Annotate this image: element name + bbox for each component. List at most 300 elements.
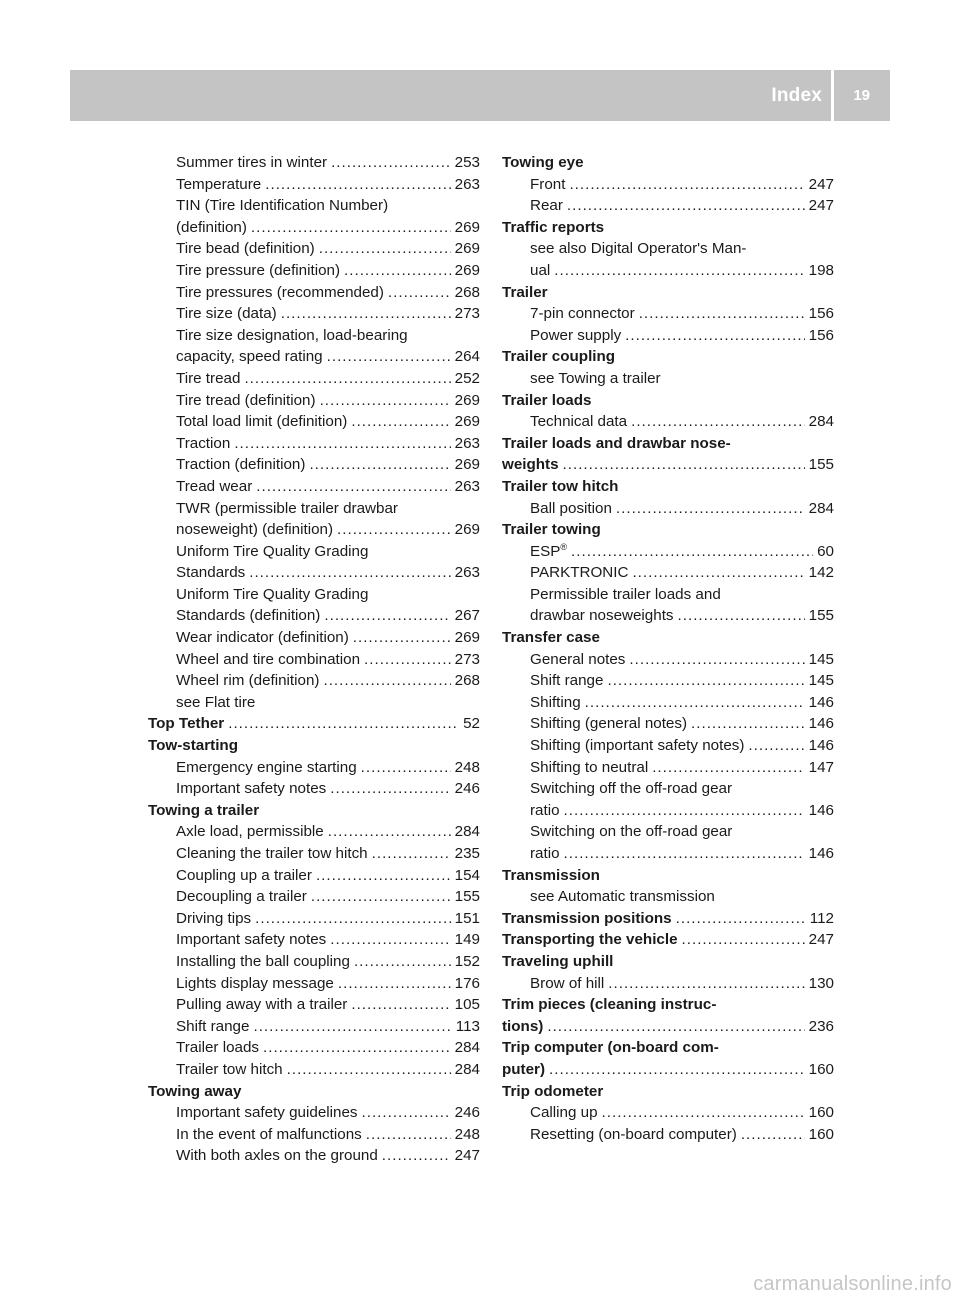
section-title: Index xyxy=(771,85,822,106)
entry-text: Front xyxy=(530,175,566,193)
entry-text: Cleaning the trailer tow hitch xyxy=(176,845,368,862)
entry-text: see Automatic transmission xyxy=(530,888,715,906)
index-subentry xyxy=(502,195,834,217)
entry-text: tions) xyxy=(502,1017,544,1035)
entry-text: TIN (Tire Identification Number) xyxy=(176,197,389,215)
index-heading xyxy=(502,929,834,951)
leader-dots xyxy=(388,282,451,304)
index-subentry xyxy=(148,346,480,368)
page-ref: 246 xyxy=(454,1104,480,1122)
entry-text: In the event of malfunctions xyxy=(176,1125,362,1143)
entry-text: ual xyxy=(530,261,551,279)
entry-text: 7-pin connector xyxy=(530,305,635,323)
index-heading xyxy=(502,865,834,887)
leader-dots xyxy=(691,713,805,735)
watermark: carmanualsonline.info xyxy=(753,1273,952,1295)
leader-dots xyxy=(234,433,450,455)
entry-text: Traffic reports xyxy=(502,218,605,236)
leader-dots xyxy=(602,1102,805,1124)
page-ref: 269 xyxy=(454,413,480,431)
index-subentry xyxy=(502,238,834,260)
index-heading xyxy=(502,1081,834,1103)
entry-text: Trailer towing xyxy=(502,521,601,539)
page-ref: 112 xyxy=(809,909,834,927)
index-subentry xyxy=(148,1145,480,1167)
page-ref: 269 xyxy=(454,391,480,409)
entry-text: ESP® xyxy=(530,541,568,560)
leader-dots xyxy=(337,519,451,541)
entry-text: Traction (definition) xyxy=(176,456,306,474)
page-ref: 146 xyxy=(808,693,834,711)
entry-text: Uniform Tire Quality Grading xyxy=(176,542,369,560)
index-subentry xyxy=(148,390,480,412)
index-column-right xyxy=(502,152,834,1145)
page-ref: 253 xyxy=(454,154,480,171)
entry-text: Trip computer (on-board com- xyxy=(502,1039,719,1057)
index-heading xyxy=(148,800,480,822)
index-subentry xyxy=(502,605,834,627)
index-subentry xyxy=(148,973,480,995)
page-ref: 247 xyxy=(454,1147,480,1165)
leader-dots xyxy=(382,1145,451,1167)
entry-text: Towing away xyxy=(148,1082,242,1100)
leader-dots xyxy=(354,951,451,973)
leader-dots xyxy=(330,778,450,800)
page-ref: 156 xyxy=(808,305,834,323)
index-subentry xyxy=(502,303,834,325)
index-subentry xyxy=(148,584,480,606)
entry-text: Standards (definition) xyxy=(176,607,321,625)
entry-text: Rear xyxy=(530,197,563,215)
index-heading xyxy=(502,346,834,368)
index-heading xyxy=(502,1059,834,1081)
entry-text: Trip odometer xyxy=(502,1082,604,1100)
index-subentry xyxy=(148,238,480,260)
entry-text: Permissible trailer loads and xyxy=(530,585,721,603)
index-subentry xyxy=(502,325,834,347)
entry-text: PARKTRONIC xyxy=(530,564,629,582)
leader-dots xyxy=(311,886,451,908)
leader-dots xyxy=(682,929,805,951)
index-subentry xyxy=(502,584,834,606)
entry-text: Tire tread (definition) xyxy=(176,391,316,409)
leader-dots xyxy=(228,713,459,735)
leader-dots xyxy=(281,303,451,325)
index-subentry xyxy=(148,1124,480,1146)
index-subentry xyxy=(502,821,834,843)
page-ref: 269 xyxy=(454,240,480,258)
index-subentry xyxy=(148,649,480,671)
page-ref: 145 xyxy=(808,650,834,668)
leader-dots xyxy=(338,973,451,995)
index-subentry xyxy=(148,562,480,584)
entry-text: Wheel and tire combination xyxy=(176,650,361,668)
page-ref: 264 xyxy=(454,348,480,366)
header-divider xyxy=(831,70,834,121)
index-subentry xyxy=(502,692,834,714)
page-ref: 155 xyxy=(808,456,834,474)
index-subentry xyxy=(502,800,834,822)
leader-dots xyxy=(351,411,450,433)
leader-dots xyxy=(364,649,451,671)
page-ref: 284 xyxy=(454,823,480,841)
index-subentry xyxy=(148,174,480,196)
leader-dots xyxy=(676,908,806,930)
entry-text: Tire bead (definition) xyxy=(176,240,315,258)
leader-dots xyxy=(263,1037,451,1059)
index-subentry xyxy=(148,994,480,1016)
entry-text: Tire tread xyxy=(176,369,241,387)
index-heading xyxy=(502,282,834,304)
leader-dots xyxy=(616,498,805,520)
index-heading xyxy=(502,1016,834,1038)
entry-text: ratio xyxy=(530,845,560,862)
index-subentry xyxy=(502,778,834,800)
leader-dots xyxy=(316,865,451,887)
index-subentry xyxy=(502,1124,834,1146)
page-ref: 146 xyxy=(808,715,834,733)
index-subentry xyxy=(148,325,480,347)
page-ref: 235 xyxy=(454,845,480,862)
index-subentry xyxy=(148,670,480,692)
entry-text: Towing eye xyxy=(502,154,584,171)
leader-dots xyxy=(324,605,450,627)
page-ref: 160 xyxy=(808,1060,834,1078)
index-subentry xyxy=(502,843,834,865)
entry-text: Trailer xyxy=(502,283,548,301)
index-heading xyxy=(148,1081,480,1103)
leader-dots xyxy=(569,174,804,196)
entry-text: Decoupling a trailer xyxy=(176,888,307,906)
index-subentry xyxy=(148,303,480,325)
index-subentry xyxy=(148,908,480,930)
entry-text: Shifting (important safety notes) xyxy=(530,737,745,755)
entry-text: Towing a trailer xyxy=(148,801,260,819)
entry-text: Switching off the off-road gear xyxy=(530,780,733,798)
entry-text: Tow-starting xyxy=(148,737,238,755)
leader-dots xyxy=(607,670,804,692)
page-ref: 269 xyxy=(454,629,480,647)
page-ref: 252 xyxy=(454,369,480,387)
leader-dots xyxy=(366,1124,451,1146)
index-subentry xyxy=(148,1102,480,1124)
entry-text: Wear indicator (definition) xyxy=(176,629,349,647)
index-subentry xyxy=(502,498,834,520)
index-subentry xyxy=(148,411,480,433)
leader-dots xyxy=(678,605,805,627)
index-subentry xyxy=(148,821,480,843)
page-ref: 154 xyxy=(454,866,480,884)
page-ref: 269 xyxy=(454,456,480,474)
entry-text: Trailer loads xyxy=(176,1039,259,1057)
entry-text: ratio xyxy=(530,801,560,819)
entry-text: Shift range xyxy=(530,672,604,690)
leader-dots xyxy=(372,843,451,865)
entry-text: Traction xyxy=(176,434,231,452)
index-subentry xyxy=(148,519,480,541)
entry-text: Total load limit (definition) xyxy=(176,413,348,431)
entry-text: see Towing a trailer xyxy=(530,369,661,387)
page-ref: 146 xyxy=(808,801,834,819)
page-ref: 149 xyxy=(454,931,480,949)
index-subentry xyxy=(502,368,834,390)
index-subentry xyxy=(148,217,480,239)
leader-dots xyxy=(632,562,804,584)
entry-text: Transfer case xyxy=(502,629,600,647)
entry-text: Transporting the vehicle xyxy=(502,931,678,949)
index-column-left xyxy=(148,152,480,1167)
index-subentry xyxy=(502,757,834,779)
leader-dots xyxy=(251,217,451,239)
index-heading xyxy=(502,454,834,476)
leader-dots xyxy=(319,238,451,260)
page-ref: 269 xyxy=(454,218,480,236)
index-subentry xyxy=(148,951,480,973)
index-subentry xyxy=(502,670,834,692)
leader-dots xyxy=(249,562,450,584)
entry-text: Important safety guidelines xyxy=(176,1104,358,1122)
page-ref: 263 xyxy=(454,434,480,452)
leader-dots xyxy=(353,627,451,649)
index-subentry xyxy=(148,476,480,498)
entry-text: Temperature xyxy=(176,175,262,193)
leader-dots xyxy=(344,260,451,282)
page-ref: 284 xyxy=(808,499,834,517)
entry-text: (definition) xyxy=(176,218,247,236)
page-ref: 113 xyxy=(455,1017,480,1035)
index-heading xyxy=(502,994,834,1016)
index-subentry xyxy=(148,886,480,908)
leader-dots xyxy=(328,821,451,843)
index-subentry xyxy=(502,649,834,671)
page-ref: 198 xyxy=(808,261,834,279)
entry-text: Tire pressure (definition) xyxy=(176,261,341,279)
page-ref: 152 xyxy=(454,952,480,970)
entry-text: puter) xyxy=(502,1060,546,1078)
index-subentry xyxy=(502,562,834,584)
entry-text: Shift range xyxy=(176,1017,250,1035)
entry-text: weights xyxy=(502,456,559,474)
entry-text: Technical data xyxy=(530,413,628,431)
entry-text: Wheel rim (definition) xyxy=(176,672,320,690)
leader-dots xyxy=(547,1016,804,1038)
leader-dots xyxy=(625,325,804,347)
registered-mark: ® xyxy=(560,541,568,552)
index-heading xyxy=(502,217,834,239)
index-heading xyxy=(502,476,834,498)
leader-dots xyxy=(629,649,804,671)
entry-text: Transmission positions xyxy=(502,909,672,927)
entry-text: Resetting (on-board computer) xyxy=(530,1125,737,1143)
page-ref: 155 xyxy=(454,888,480,906)
page-ref: 267 xyxy=(454,607,480,625)
page-ref: 156 xyxy=(808,326,834,344)
leader-dots xyxy=(631,411,805,433)
page-ref: 160 xyxy=(808,1104,834,1122)
leader-dots xyxy=(327,346,451,368)
entry-text: Trailer tow hitch xyxy=(176,1060,283,1078)
entry-text: noseweight) (definition) xyxy=(176,521,334,539)
index-heading xyxy=(502,908,834,930)
index-subentry xyxy=(148,1037,480,1059)
page-ref: 52 xyxy=(463,715,480,733)
page-header xyxy=(70,70,890,121)
page-ref: 263 xyxy=(454,564,480,582)
index-subentry xyxy=(148,152,480,174)
entry-text: Transmission xyxy=(502,866,600,884)
page-ref: 146 xyxy=(808,845,834,862)
entry-text: Coupling up a trailer xyxy=(176,866,312,884)
index-heading xyxy=(502,519,834,541)
leader-dots xyxy=(549,1059,805,1081)
entry-text: Driving tips xyxy=(176,909,252,927)
page-ref: 273 xyxy=(454,650,480,668)
index-subentry xyxy=(148,433,480,455)
page-ref: 263 xyxy=(454,477,480,495)
leader-dots xyxy=(256,476,450,498)
entry-text: General notes xyxy=(530,650,626,668)
page-ref: 151 xyxy=(454,909,480,927)
entry-text: Pulling away with a trailer xyxy=(176,996,348,1014)
leader-dots xyxy=(320,390,451,412)
leader-dots xyxy=(362,1102,451,1124)
leader-dots xyxy=(563,454,805,476)
entry-text: With both axles on the ground xyxy=(176,1147,378,1165)
page-ref: 142 xyxy=(808,564,834,582)
page-ref: 269 xyxy=(454,521,480,539)
index-subentry xyxy=(502,713,834,735)
entry-text: Standards xyxy=(176,564,246,582)
entry-text: Shifting to neutral xyxy=(530,758,649,776)
entry-text: Tire size (data) xyxy=(176,305,277,323)
entry-text: Shifting (general notes) xyxy=(530,715,688,733)
leader-dots xyxy=(331,152,451,174)
entry-text: Tire pressures (recommended) xyxy=(176,283,384,301)
entry-text: Trailer loads and drawbar nose- xyxy=(502,434,731,452)
index-heading xyxy=(502,390,834,412)
index-subentry xyxy=(502,886,834,908)
index-subentry xyxy=(148,627,480,649)
leader-dots xyxy=(361,757,451,779)
index-subentry xyxy=(148,195,480,217)
entry-text: Calling up xyxy=(530,1104,598,1122)
page-ref: 176 xyxy=(454,974,480,992)
entry-text: Trailer loads xyxy=(502,391,592,409)
index-subentry xyxy=(148,368,480,390)
leader-dots xyxy=(323,670,450,692)
leader-dots xyxy=(287,1059,451,1081)
leader-dots xyxy=(571,541,813,563)
entry-text: see also Digital Operator's Man- xyxy=(530,240,747,258)
page-ref: 145 xyxy=(808,672,834,690)
leader-dots xyxy=(567,195,805,217)
page-number: 19 xyxy=(853,87,870,104)
entry-text: Switching on the off-road gear xyxy=(530,823,733,841)
entry-text: Uniform Tire Quality Grading xyxy=(176,585,369,603)
page-ref: 146 xyxy=(808,737,834,755)
index-subentry xyxy=(502,541,834,563)
index-subentry xyxy=(148,929,480,951)
index-subentry xyxy=(148,1016,480,1038)
page-ref: 155 xyxy=(808,607,834,625)
leader-dots xyxy=(748,735,804,757)
entry-text: Tread wear xyxy=(176,477,253,495)
entry-text: Installing the ball coupling xyxy=(176,952,350,970)
index-heading xyxy=(502,951,834,973)
page-ref: 130 xyxy=(808,974,834,992)
leader-dots xyxy=(652,757,804,779)
page-ref: 247 xyxy=(808,175,834,193)
leader-dots xyxy=(585,692,805,714)
index-subentry xyxy=(148,498,480,520)
leader-dots xyxy=(265,174,450,196)
page-ref: 284 xyxy=(454,1039,480,1057)
leader-dots xyxy=(351,994,450,1016)
index-subentry xyxy=(502,174,834,196)
index-subentry xyxy=(502,1102,834,1124)
index-subentry xyxy=(148,454,480,476)
page-ref: 60 xyxy=(817,542,834,560)
page-ref: 248 xyxy=(454,758,480,776)
index-subentry xyxy=(502,411,834,433)
page-ref: 160 xyxy=(808,1125,834,1143)
entry-text: Ball position xyxy=(530,499,612,517)
index-subentry xyxy=(148,865,480,887)
index-heading xyxy=(502,152,834,174)
entry-text: Shifting xyxy=(530,693,581,711)
page-ref: 105 xyxy=(454,996,480,1014)
leader-dots xyxy=(244,368,450,390)
page-ref: 273 xyxy=(454,305,480,323)
entry-text: Power supply xyxy=(530,326,622,344)
page-ref: 268 xyxy=(454,672,480,690)
entry-text: Brow of hill xyxy=(530,974,605,992)
entry-text: TWR (permissible trailer drawbar xyxy=(176,499,398,517)
leader-dots xyxy=(554,260,804,282)
index-heading xyxy=(148,735,480,757)
entry-text: see Flat tire xyxy=(176,693,256,711)
leader-dots xyxy=(608,973,804,995)
leader-dots xyxy=(330,929,450,951)
leader-dots xyxy=(309,454,450,476)
leader-dots xyxy=(255,908,451,930)
page-ref: 247 xyxy=(808,931,834,949)
index-subentry xyxy=(502,973,834,995)
index-heading xyxy=(502,627,834,649)
index-heading xyxy=(502,433,834,455)
entry-text: Emergency engine starting xyxy=(176,758,357,776)
page-ref: 269 xyxy=(454,261,480,279)
entry-text: Axle load, permissible xyxy=(176,823,324,841)
entry-text: Tire size designation, load-bearing xyxy=(176,326,408,344)
entry-text: Top Tether xyxy=(148,715,225,733)
entry-text: Trim pieces (cleaning instruc- xyxy=(502,996,717,1014)
index-heading xyxy=(148,713,480,735)
entry-text: Traveling uphill xyxy=(502,952,614,970)
page-ref: 246 xyxy=(454,780,480,798)
page-ref: 236 xyxy=(808,1017,834,1035)
entry-text: Trailer tow hitch xyxy=(502,477,619,495)
index-subentry xyxy=(148,282,480,304)
entry-text: Important safety notes xyxy=(176,780,327,798)
page-ref: 284 xyxy=(454,1060,480,1078)
leader-dots xyxy=(639,303,805,325)
index-subentry xyxy=(148,1059,480,1081)
page-ref: 263 xyxy=(454,175,480,193)
page-ref: 247 xyxy=(808,197,834,215)
page-ref: 147 xyxy=(808,758,834,776)
entry-text: Important safety notes xyxy=(176,931,327,949)
